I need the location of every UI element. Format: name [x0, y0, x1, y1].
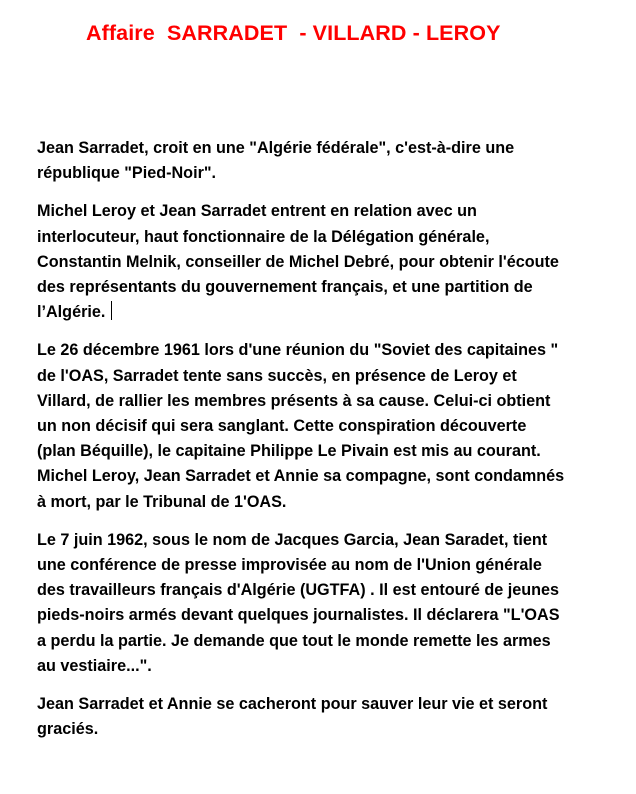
text-line: une conférence de presse improvisée au nom de l'Union générale	[37, 556, 542, 575]
text-line: des représentants du gouvernement français, et une partition de	[37, 278, 533, 297]
paragraph-melnik-contact	[37, 199, 607, 325]
text-line: pieds-noirs armés devant quelques journalistes. Il déclarera "L'OAS	[37, 606, 560, 625]
text-line: Le 26 décembre 1961 lors d'une réunion du "Soviet des capitaines "	[37, 341, 559, 360]
text-line: Jean Sarradet et Annie se cacheront pour sauver leur vie et seront	[37, 695, 548, 714]
text-line: à mort, par le Tribunal de 1'OAS.	[37, 492, 287, 511]
text-line: Michel Leroy, Jean Sarradet et Annie sa compagne, sont condamnés	[37, 467, 565, 486]
document-body	[37, 136, 607, 755]
text-line: Le 7 juin 1962, sous le nom de Jacques Garcia, Jean Saradet, tient	[37, 530, 548, 549]
text-line: un non décisif qui sera sanglant. Cette conspiration découverte	[37, 417, 527, 436]
text-line: au vestiaire...".	[37, 656, 152, 675]
paragraph-federal-algeria	[37, 136, 607, 186]
text-cursor	[111, 301, 112, 320]
text-line: Michel Leroy et Jean Sarradet entrent en relation avec un	[37, 202, 477, 221]
text-line: graciés.	[37, 720, 99, 739]
text-line: république "Pied-Noir".	[37, 164, 217, 183]
text-line: Constantin Melnik, conseiller de Michel Debré, pour obtenir l'écoute	[37, 252, 559, 271]
text-line: Jean Sarradet, croit en une "Algérie fédérale", c'est-à-dire une	[37, 139, 515, 157]
text-line: (plan Béquille), le capitaine Philippe Le Pivain est mis au courant.	[37, 442, 541, 461]
text-line: de l'OAS, Sarradet tente sans succès, en présence de Leroy et	[37, 366, 517, 385]
text-line: des travailleurs français d'Algérie (UGTFA) . Il est entouré de jeunes	[37, 581, 560, 600]
text-line: a perdu la partie. Je demande que tout le monde remette les armes	[37, 631, 551, 650]
paragraph-pardon	[37, 692, 607, 742]
paragraph-soviet-des-capitaines	[37, 338, 607, 514]
paragraph-press-conference	[37, 528, 607, 679]
document-title: Affaire SARRADET - VILLARD - LEROY	[86, 21, 501, 45]
text-line: Villard, de rallier les membres présents à sa cause. Celui-ci obtient	[37, 391, 551, 410]
text-line: interlocuteur, haut fonctionnaire de la Délégation générale,	[37, 227, 490, 246]
text-line: l’Algérie.	[37, 303, 106, 322]
text-line-with-caret[interactable]	[37, 300, 607, 325]
